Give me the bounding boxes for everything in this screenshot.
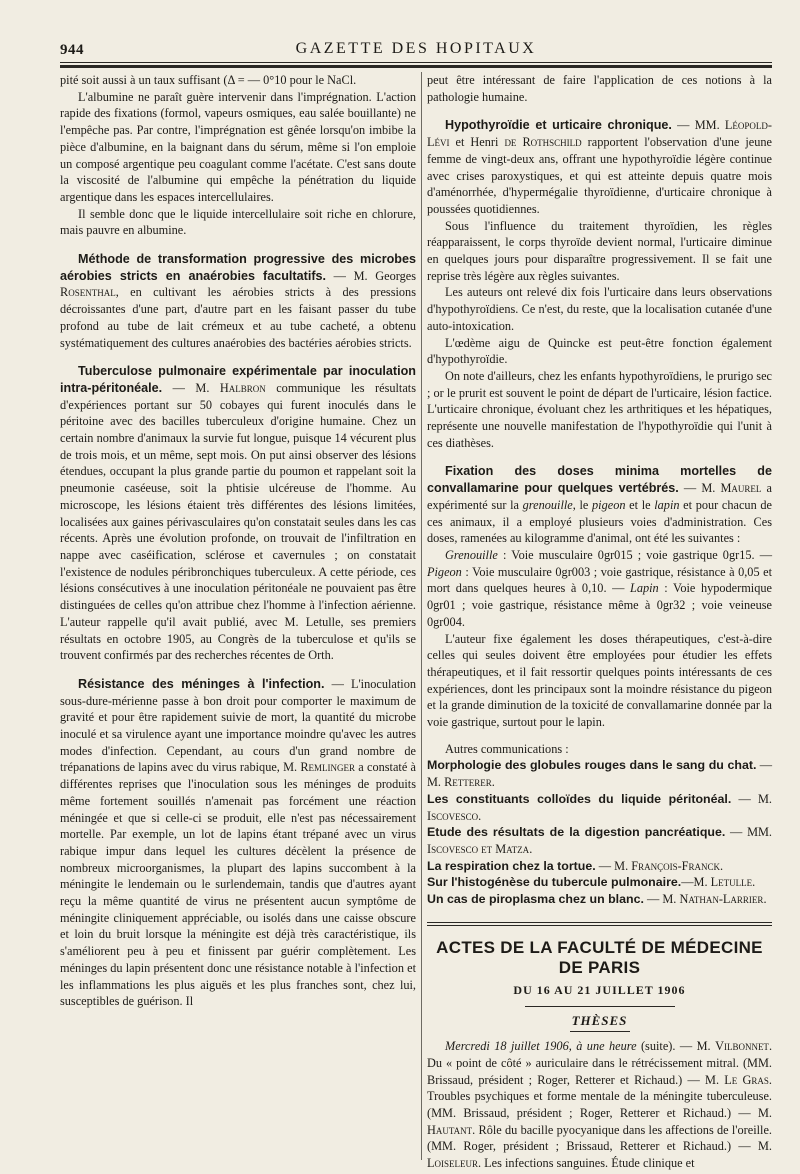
communication-title: La respiration chez la tortue. <box>427 858 596 873</box>
author-name: de Rothschild <box>504 135 582 150</box>
short-rule <box>525 1006 675 1007</box>
article-lead: — M. Georges <box>326 268 416 283</box>
animal-label: Pigeon <box>427 564 462 579</box>
communication-end: . <box>529 841 533 856</box>
theses-date: Mercredi 18 juillet 1906, à une heure <box>445 1039 637 1054</box>
author-name: Léopold-Lévi <box>427 118 772 150</box>
communication-sep: — M. <box>643 892 680 907</box>
running-title: GAZETTE DES HOPITAUX <box>295 40 537 57</box>
communication-end: . <box>478 808 482 823</box>
section-rule <box>427 922 772 926</box>
communication-title: Morphologie des globules rouges dans le sang du chat. <box>427 758 757 773</box>
communication-item <box>427 824 772 857</box>
article-rosenthal <box>60 251 416 351</box>
paragraph: Il semble donc que le liquide intercellulaire soit riche en chlorure, mais pauvre en albumine. <box>60 206 416 238</box>
communication-sep: —M. <box>681 875 711 890</box>
animal-name: pigeon <box>592 497 626 512</box>
communication-item <box>427 874 772 891</box>
animal-label: Grenouille <box>445 547 498 562</box>
article-hypothyroidie <box>427 117 772 217</box>
acts-heading: ACTES DE LA FACULTÉ DE MÉDECINE DE PARIS <box>436 937 763 977</box>
author-name: François-Franck <box>631 858 721 873</box>
paragraph: L'albumine ne paraît guère intervenir dans l'imprégnation. L'action rapide des fixations (formol, vapeurs osmiques, eau salée bouillante) ne l'empêche pas. Par contre, l'imprégnation est gênée lorsqu'on imbibe la pièce d'albumine, en la baignant dans du sérum, même si l'on emploie un composé argentique peu coagulant comme l'acétate. C'est sans doute la viscosité de l'albumine qui empêche la pénétration du liquide argentique dans les espaces intercellulaires. <box>60 89 416 204</box>
animal-name: grenouille <box>522 497 573 512</box>
article-text: et pour chacun de ces animaux, il a employé plusieurs voies d'administration. Ces doses, ramenées au kilogramme d'animal, ont été les suivantes : <box>427 497 772 546</box>
theses-underline <box>570 1031 630 1032</box>
paragraph: L'auteur fixe également les doses thérapeutiques, c'est-à-dire celles qui seules doivent être employées pour étudier les effets thérapeutiques, et il fait ressortir quelques points intéressants de ces expériences, dont les principaux sont la moindre résistance du pigeon et la grande diminution de la toxicité de convallamarine donnée par la voie gastrique, surtout pour le lapin. <box>427 631 772 730</box>
author-name: Rosenthal <box>60 285 116 300</box>
communication-sep: — M. <box>595 858 632 873</box>
article-text: , le <box>572 497 593 512</box>
communication-sep: — MM. <box>725 825 773 840</box>
dose-list <box>427 547 772 631</box>
communication-item <box>427 791 772 824</box>
article-text: et le <box>625 497 655 512</box>
article-text: , en cultivant les aérobies stricts à des pressions décroissantes d'une part, d'autre part en les faisant passer du tube profond au tube de lait crémeux et au tube cacheté, a obtenu systématiquement des cultures anaérobies des bactéries aérobies stricts. <box>60 285 416 350</box>
article-convallamarine <box>427 463 772 547</box>
dose-text: : Voie hypodermique 0gr01 ; voie gastrique, résistance même à 0gr32 ; voie veineuse 0gr004. <box>427 581 772 629</box>
page-number: 944 <box>60 42 84 58</box>
article-connector: et Henri <box>449 135 505 150</box>
communication-sep: — M. <box>427 758 772 790</box>
communication-sep: — M. <box>731 791 772 806</box>
communication-title: Un cas de piroplasma chez un blanc. <box>427 892 644 907</box>
article-lead: — MM. <box>671 118 725 133</box>
paragraph: pité soit aussi à un taux suffisant (Δ = — 0°10 pour le NaCl. <box>60 73 357 87</box>
theses-text: (suite). — M. <box>636 1039 716 1054</box>
article-title: Tuberculose pulmonaire expérimentale par inoculation intra-péritonéale. <box>60 364 416 395</box>
article-text: a constaté à différentes reprises que l'inoculation sous les méninges de produits même fortement souillés n'amenait pas forcément une réaction méningée et que si celle-ci se produit, elle n'est pas nécessairement mortelle. Par exemple, un lot de lapins étant trépané avec un virus rabique impur dans lequel les cultures décèlent la présence de nombreux microorganismes, la plupart des lapins succombent à la méningite le lendemain ou le surlendemain, tandis que d'autres ayant reçu la même quantité de virus ne présentent aucun symptôme de méningite cliniquement appréciable, ou isolés dans une caisse obscure et loin du bruit lorsque la méningite est déjà très caractéristique, ils s'améliorent peu à peu et finissent par guérir complètement. Les méninges du lapin présentent donc une résistance notable à l'infection et les inflammations les plus aiguës et les plus franches sont, chez lui, susceptibles de guérison. Il <box>60 760 416 1009</box>
paragraph: peut être intéressant de faire l'application de ces notions à la pathologie humaine. <box>427 73 772 104</box>
communication-item <box>427 891 772 908</box>
animal-name: lapin <box>654 497 680 512</box>
article-title: Résistance des méninges à l'infection. <box>78 676 325 691</box>
article-text: a expérimenté sur la <box>427 481 772 512</box>
theses-list <box>427 1038 772 1172</box>
theses-text: . Les infections sanguines. Étude clinique et <box>478 1156 695 1171</box>
author-name: Iscovesco et Matza <box>427 841 530 856</box>
acts-dates: DU 16 AU 21 JUILLET 1906 <box>513 982 686 997</box>
theses-text: . Troubles psychiques et forme mentale de la méningite tuberculeuse. (MM. Brissaud, président ; Roger, Retterer et Richaud.) — M. <box>427 1072 772 1120</box>
author-name: Halbron <box>219 380 266 395</box>
communication-end: . <box>491 775 495 790</box>
article-title: Méthode de transformation progressive des microbes aérobies stricts en anaérobies facultatifs. <box>60 252 416 283</box>
author-name: Letulle <box>710 875 753 890</box>
author-name: Remlinger <box>300 760 356 775</box>
article-text: communique les résultats d'expériences portant sur 50 cobayes qui furent inoculés dans le péritoine avec des bacilles tuberculeux d'origine humaine. Chez un certain nombre d'animaux la survie fut longue, puisque 14 vécurent plus de trois mois, et un même, sept mois. On put ainsi observer des lésions étendues, occupant la plus grande partie du poumon et rappelant soit la pneumonie caséeuse, soit la phtisie ulcéreuse de l'homme. Au microscope, les lésions étaient très différentes des lésions limitées, localisées aux gaines périvasculaires qu'on constatait seules dans les cas récents. Après une évolution profonde, on trouvait de l'infiltration en nappe avec caséification, sclérose et cavernules ; on constatait l'existence de nodules péribronchiques tuberculeux. A cette période, ces lésions consécutives à une inoculation péritonéale ne pouvaient pas être distinguées de celles qu'on attribue chez l'homme à l'infection aérienne. L'auteur rappelle qu'il avait publié, avec M. Letulle, ses premiers résultats en octobre 1905, au Congrès de la tuberculose et qu'ils se trouvent confirmés par des recherches récentes de Orth. <box>60 380 416 663</box>
paragraph: On note d'ailleurs, chez les enfants hypothyroïdiens, le prurigo sec ; or le prurit est souvent le point de départ de l'urticaire, lésion factice. L'urticaire chronique, évoluant chez les arthritiques et les hépatiques, représente une nouvelle manifestation de l'hypothyroïdie qui l'unit à ces diathèses. <box>427 368 772 450</box>
paragraph: L'œdème aigu de Quincke est peut-être fonction également d'hypothyroïdie. <box>427 335 772 367</box>
theses-text: . Du « point de côté » auriculaire dans le rétrécissement mitral. (MM. Brissaud, président ; Roger, Retterer et Richaud.) — M. <box>427 1039 773 1087</box>
author-name: Retterer <box>444 775 492 790</box>
dose-text: : Voie musculaire 0gr015 ; voie gastrique 0gr15. — <box>497 547 772 562</box>
theses-text: . Rôle du bacille pyocyanique dans les affections de l'oreille. (MM. Roger, président ; Brissaud, Retterer et Richaud.) — M. <box>427 1122 772 1154</box>
article-lead: — L'inoculation sous-dure-mérienne passe à bon droit pour comporter le maximum de gravité et pour être rapidement suivie de mort, la quantité du microbe inoculé et sa virulence ayant une importance moindre qu'avec les autres modes d'infection. Cependant, au cours d'un grand nombre de trépanations de lapins avec du virus rabique, M. <box>60 676 416 775</box>
author-name: Vilbonnet <box>715 1039 769 1054</box>
communication-title: Sur l'histogénèse du tubercule pulmonaire. <box>427 875 682 890</box>
theses-heading: THÈSES <box>571 1013 628 1029</box>
communication-item <box>427 757 772 790</box>
article-title: Hypothyroïdie et urticaire chronique. <box>445 118 672 133</box>
page-header <box>60 34 772 60</box>
header-rule <box>60 62 772 68</box>
author-name: Maurel <box>720 481 762 496</box>
animal-label: Lapin <box>629 581 659 596</box>
column-divider <box>421 72 422 1160</box>
article-title: Fixation des doses minima mortelles de convallamarine pour quelques vertébrés. <box>427 464 772 496</box>
paragraph: Sous l'influence du traitement thyroïdien, les règles réapparaissent, le corps thyroïde devient normal, l'urticaire diminue en quelques jours pour disparaître progressivement. Il se fait une reprise très légère aux règles suivantes. <box>427 218 772 283</box>
paragraph: Les auteurs ont relevé dix fois l'urticaire dans leurs observations d'hypothyroïdiens. Ce n'est, du reste, que la localisation cutanée d'une auto-intoxication. <box>427 285 772 333</box>
communication-end: . <box>763 892 767 907</box>
article-lead: — M. <box>162 380 220 395</box>
article-lead: — M. <box>678 481 721 496</box>
author-name: Loiseleur <box>427 1156 479 1171</box>
article-remlinger <box>60 676 416 1010</box>
author-name: Nathan-Larrier <box>679 892 764 907</box>
left-column <box>60 72 416 1010</box>
article-text: rapportent l'observation d'une jeune femme de vingt-deux ans, offrant une hypothyroïdie légère continue avec crises paroxystiques, et qui est atteinte depuis quatre mois d'aménorrhée, d'hypermégalie thyroïdienne, d'urticaire chronique à poussées quotidiennes. <box>427 135 772 216</box>
communication-title: Etude des résultats de la digestion pancréatique. <box>427 825 726 840</box>
author-name: Iscovesco <box>427 808 479 823</box>
author-name: Hautant <box>427 1122 473 1137</box>
article-halbron <box>60 363 416 664</box>
author-name: Le Gras <box>724 1072 769 1087</box>
communications-intro: Autres communications : <box>445 741 569 756</box>
right-column <box>427 72 772 1172</box>
communication-title: Les constituants colloïdes du liquide péritonéal. <box>427 791 732 806</box>
communication-end: . <box>720 858 724 873</box>
communication-item <box>427 858 772 875</box>
dose-text: : Voie musculaire 0gr003 ; voie gastrique, résistance à 0,05 et mort dans quelques heures à 0,10. — <box>427 564 772 596</box>
communication-end: . <box>752 875 756 890</box>
communications-list <box>427 757 772 907</box>
